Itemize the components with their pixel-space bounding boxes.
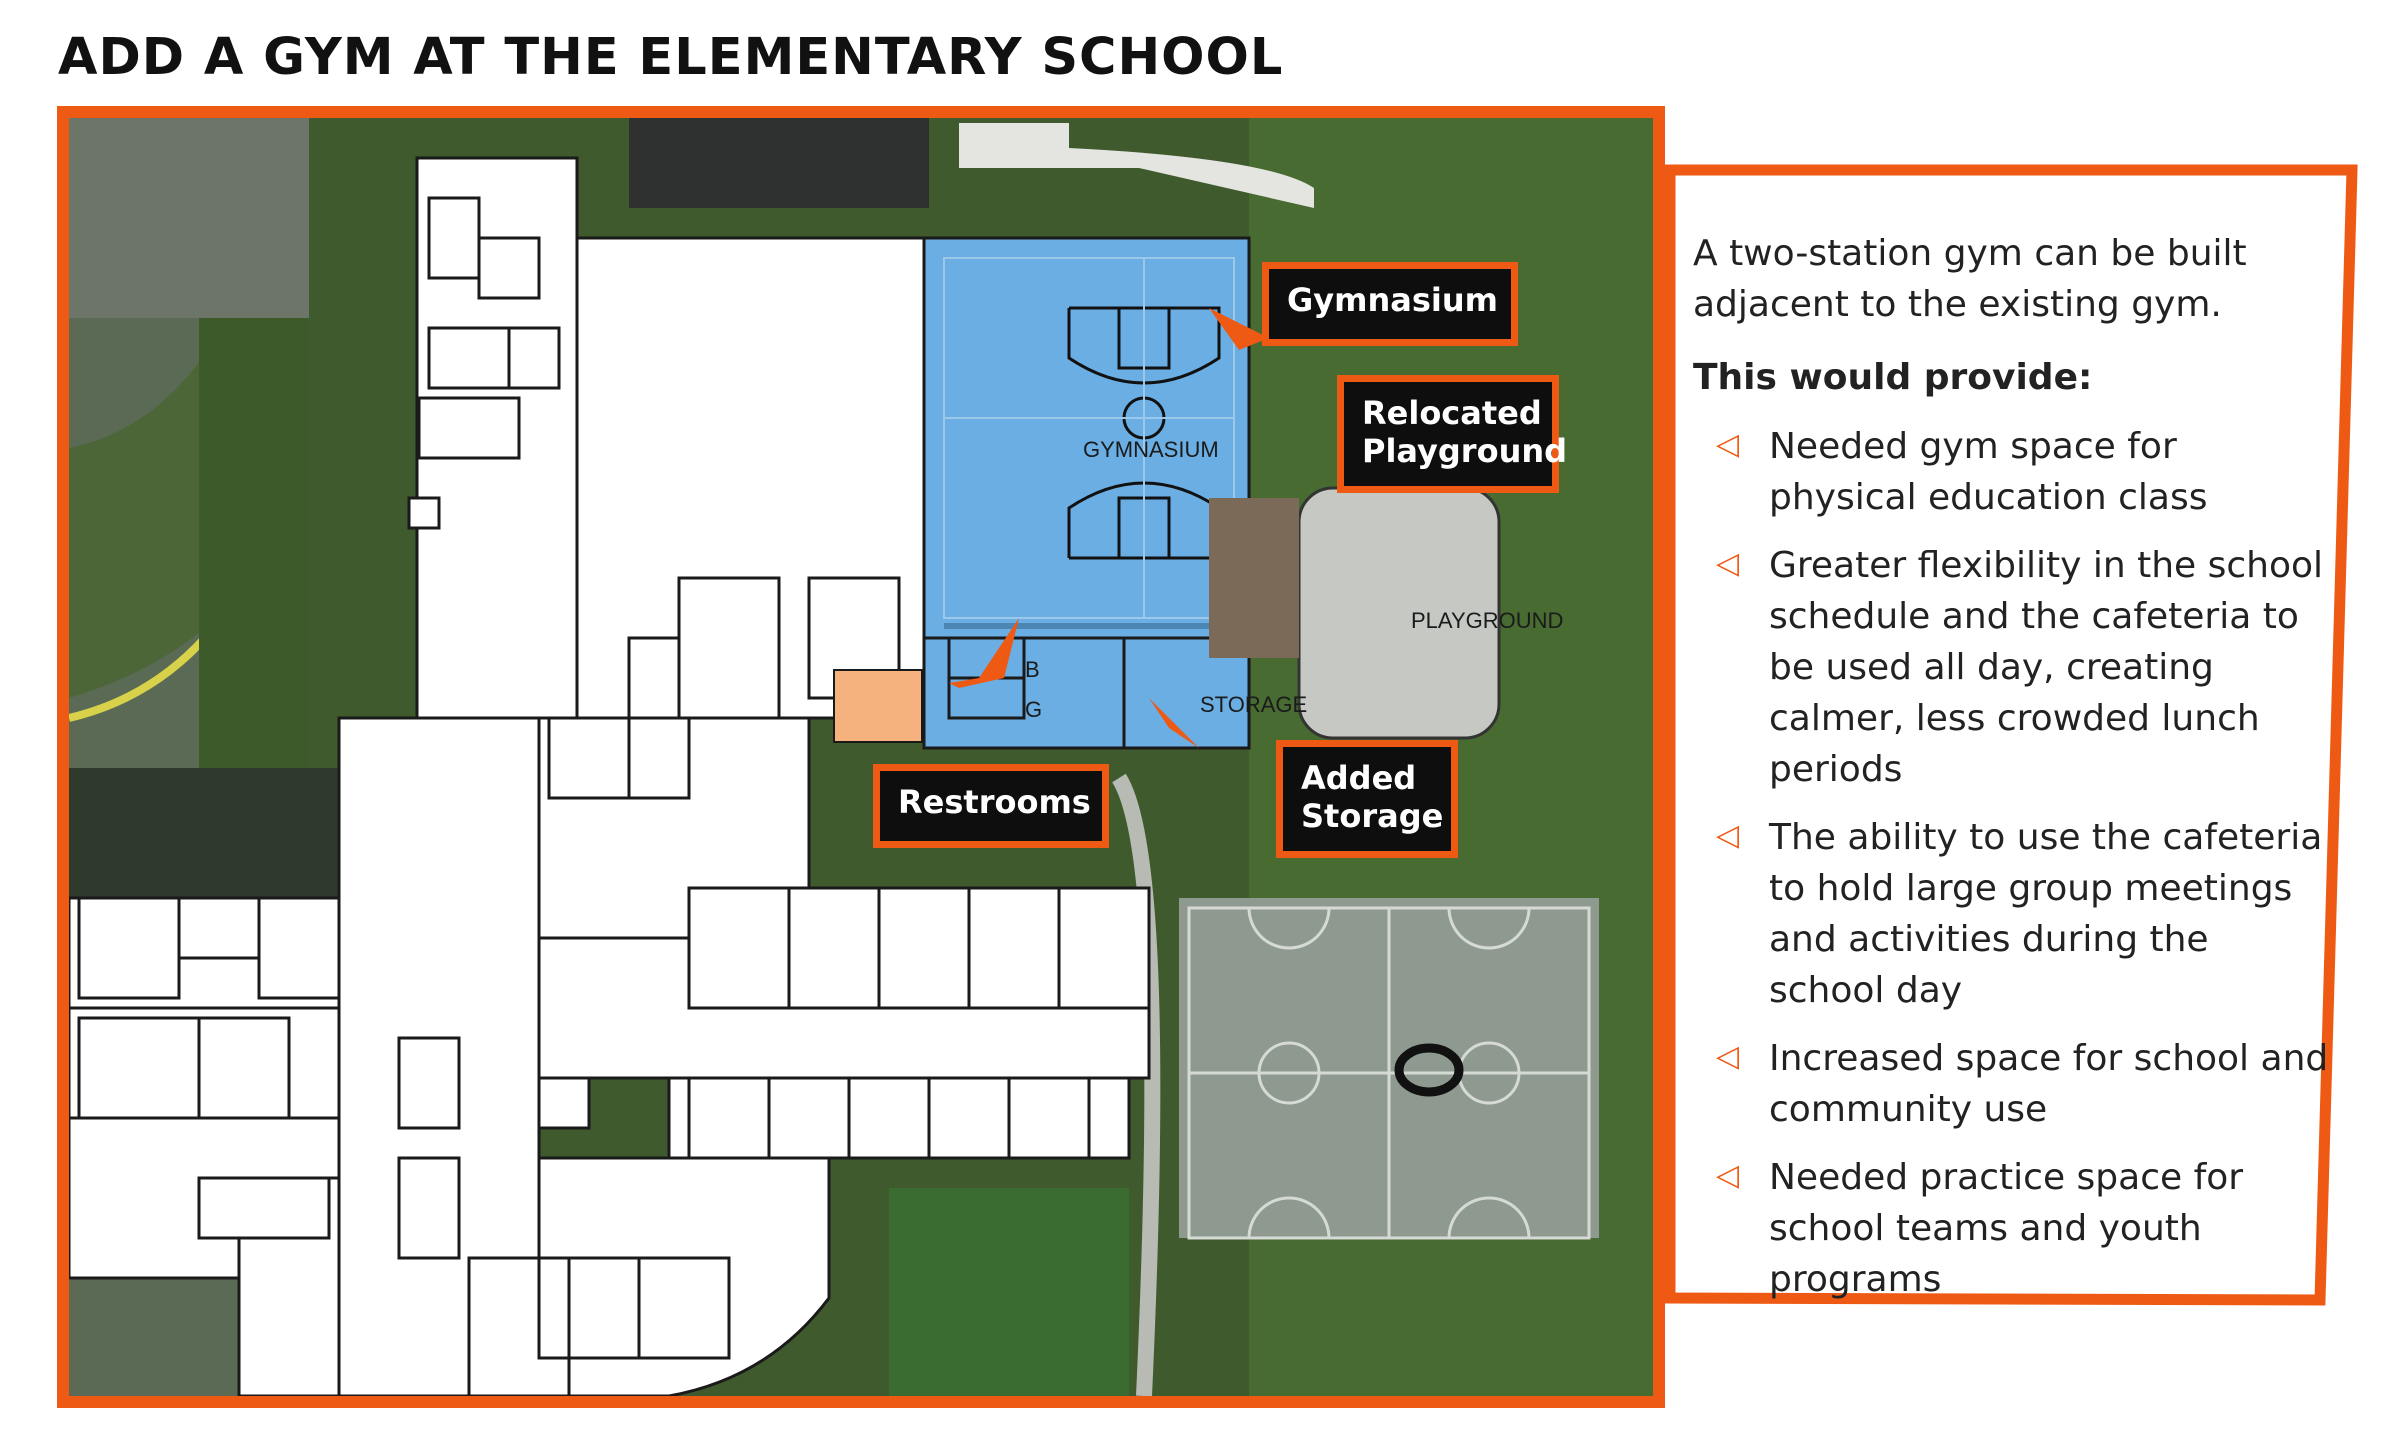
gymnasium-room-label: GYMNASIUM	[1083, 437, 1219, 462]
list-item	[1693, 1033, 2333, 1135]
callout-added-storage	[1276, 740, 1458, 858]
playground-area-label: PLAYGROUND	[1411, 608, 1564, 633]
list-item	[1693, 812, 2333, 1016]
boys-restroom-label: B	[1025, 657, 1040, 682]
callout-relocated-playground-line2: Playground	[1362, 432, 1568, 470]
list-item-text: Needed practice space for school teams and youth programs	[1769, 1157, 2244, 1300]
callout-gymnasium	[1262, 262, 1518, 346]
left-triangle-outline-icon: ◁	[1716, 1158, 1740, 1193]
callout-added-storage-line1: Added	[1301, 759, 1417, 797]
left-triangle-outline-icon: ◁	[1716, 818, 1740, 853]
callout-restrooms	[873, 764, 1109, 848]
benefits-list	[1693, 421, 2333, 1305]
callout-added-storage-line2: Storage	[1301, 797, 1444, 835]
provide-heading: This would provide:	[1693, 357, 2093, 398]
new-gym-addition	[924, 238, 1249, 748]
info-panel	[1693, 228, 2333, 1322]
list-item-text: Greater flexibility in the school schedule and the cafeteria to be used all day, creating calmer, less crowded lunch periods	[1769, 545, 2324, 790]
list-item	[1693, 540, 2333, 795]
intro-text: A two-station gym can be built adjacent to the existing gym.	[1693, 233, 2247, 325]
left-triangle-outline-icon: ◁	[1716, 1039, 1740, 1074]
callout-relocated-playground-line1: Relocated	[1362, 394, 1542, 432]
list-item	[1693, 1152, 2333, 1305]
list-item-text: Needed gym space for physical education class	[1769, 426, 2208, 518]
list-item	[1693, 421, 2333, 523]
girls-restroom-label: G	[1025, 697, 1043, 722]
left-triangle-outline-icon: ◁	[1716, 427, 1740, 462]
list-item-text: Increased space for school and community use	[1769, 1038, 2329, 1130]
storage-room-label: STORAGE	[1200, 692, 1308, 717]
callout-gymnasium-text: Gymnasium	[1287, 281, 1498, 319]
left-triangle-outline-icon: ◁	[1716, 546, 1740, 581]
callout-restrooms-text: Restrooms	[898, 783, 1091, 821]
callout-relocated-playground	[1337, 375, 1568, 493]
list-item-text: The ability to use the cafeteria to hold large group meetings and activities during the school day	[1769, 817, 2323, 1011]
page-title: ADD A GYM AT THE ELEMENTARY SCHOOL	[58, 28, 1284, 87]
